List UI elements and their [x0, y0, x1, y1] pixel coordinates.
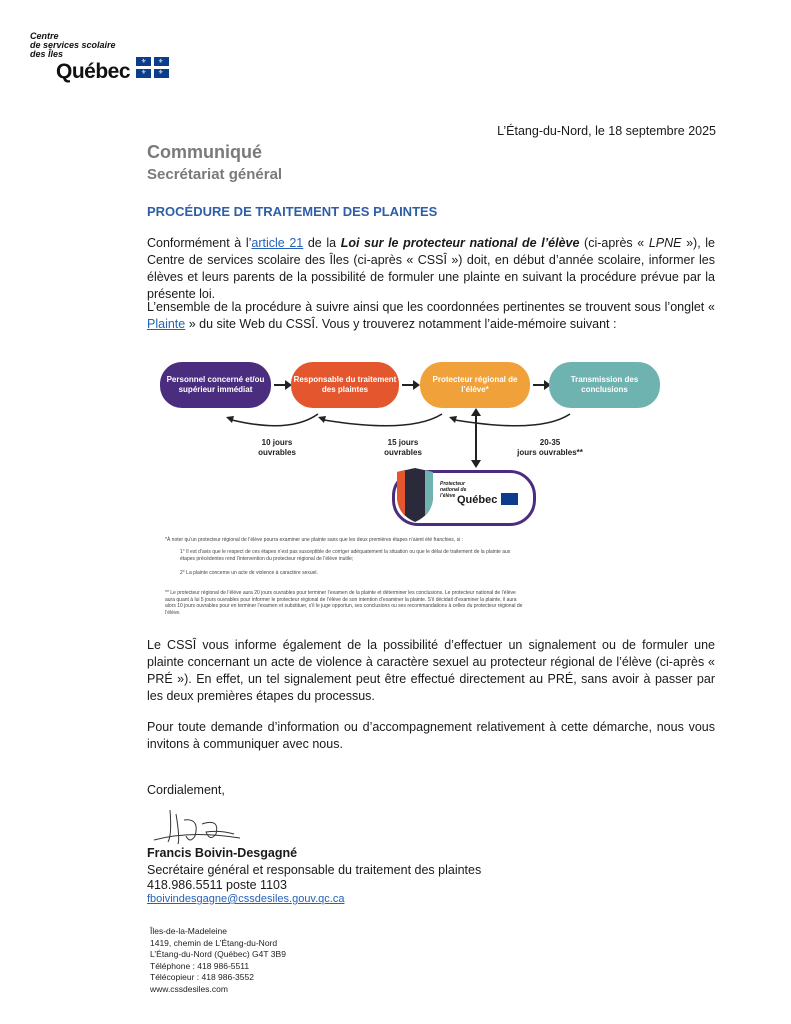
footnote: *À noter qu’un protecteur régional de l’élève pourra examiner une plainte sans que les deux premières étapes n’aient été franchies, si :	[165, 537, 463, 543]
reporting-paragraph: Le CSSÎ vous informe également de la possibilité d’effectuer un signalement ou de formuler une plainte concernant un acte de violence à caractère sexuel au protecteur régional de l’élève (ci-après « PRÉ »). En effet, un tel signalement peut être effectué directement au PRÉ, sans avoir à passer par les deux premières étapes du processus.	[147, 638, 715, 703]
contact-paragraph: Pour toute demande d’information ou d’accompagnement relativement à cette démarche, nous vous invitons à communiquer avec nous.	[147, 720, 715, 751]
signature-image	[150, 800, 245, 848]
quebec-wordmark: Québec	[457, 494, 498, 506]
page-title: Communiqué	[147, 142, 262, 162]
flow-step-responsable: Responsable du traitement des plaintes	[291, 362, 399, 408]
signer-title: Secrétaire général et responsable du traitement des plaintes	[147, 863, 482, 877]
org-name-line: Centre	[30, 31, 59, 41]
double-arrow-icon	[470, 408, 482, 468]
delay-label: 10 jours ouvrables	[258, 438, 296, 457]
footer-address	[150, 926, 286, 995]
footnote: 2° La plainte concerne un acte de violence à caractère sexuel.	[180, 570, 318, 576]
return-arrows	[220, 408, 580, 438]
closing: Cordialement,	[147, 783, 225, 797]
section-title: PROCÉDURE DE TRAITEMENT DES PLAINTES	[147, 204, 438, 219]
footnote: 1° Il est d’avis que le respect de ces étapes n’est pas susceptible de corriger adéquatement la situation ou que le délai de traitement de la plainte aux étapes précédentes rend l’intervention du protecteur régional de l’élève inutile;	[180, 549, 511, 562]
delay-label: 15 jours ouvrables	[384, 438, 422, 457]
footer-line: Téléphone : 418 986-5511	[150, 960, 250, 971]
arrow-icon	[413, 380, 420, 390]
national-protector-label: Protecteur national de l’élève	[440, 481, 467, 499]
flow-step-personnel: Personnel concerné et/ou supérieur immédiat	[160, 362, 271, 408]
signer-name: Francis Boivin-Desgagné	[147, 846, 298, 860]
shield-icon	[393, 466, 437, 524]
flow-step-transmission: Transmission des conclusions	[549, 362, 660, 408]
org-name	[30, 32, 116, 59]
quebec-flag-icon: ⚜ ⚜ ⚜ ⚜	[136, 57, 169, 78]
procedure-paragraph: L’ensemble de la procédure à suivre ainsi que les coordonnées pertinentes se trouvent sous l’onglet « Plainte » du site Web du CSSÎ. Vous y trouverez notamment l’aide-mémoire suivant :	[147, 300, 715, 331]
signer-phone: 418.986.5511 poste 1103	[147, 878, 287, 892]
footer-line: L’Étang-du-Nord (Québec) G4T 3B9	[150, 949, 286, 959]
footnote: ** Le protecteur régional de l’élève aura 20 jours ouvrables pour terminer l’examen de la plainte et déterminer les conclusions. Le protecteur national de l’élève aura quant à lui 5 jours ouvrables pour informer le protecteur régional de l’élève de son intention d’examiner la plainte. S’il décidait d’examiner la plainte, il aura alors 10 jours ouvrables pour en terminer l’examen et substituer, s’il le juge opportun, ses conclusions ou ses recommandations à celles du protecteur régional de l’élève.	[165, 590, 523, 616]
date-line: L’Étang-du-Nord, le 18 septembre 2025	[497, 124, 716, 138]
footer-line: 1419, chemin de L’Étang-du-Nord	[150, 937, 278, 948]
footer-line: Îles-de-la-Madeleine	[150, 926, 228, 936]
intro-paragraph: Conformément à l’article 21 de la Loi sur le protecteur national de l’élève (ci-après « LPNE »), le Centre de services scolaire des Îles (ci-après « CSSÎ ») doit, en début d’année scolaire, informer les élèves et leurs parents de la possibilité de formuler une plainte en suivant la procédure prévue par la présente loi.	[147, 236, 715, 301]
delay-label: 20-35 jours ouvrables**	[517, 438, 583, 457]
plainte-link[interactable]: Plainte	[147, 317, 186, 331]
footer-website[interactable]: www.cssdesiles.com	[150, 983, 228, 994]
org-name-line: de services scolaire	[30, 40, 116, 50]
law-title: Loi sur le protecteur national de l’élève	[340, 236, 580, 250]
quebec-wordmark: Québec	[56, 60, 131, 83]
org-name-line: des Îles	[30, 49, 64, 59]
flow-step-protecteur-regional: Protecteur régional de l’élève*	[420, 362, 530, 408]
footer-line: Télécopieur : 418 986-3552	[150, 972, 254, 982]
signer-email-link[interactable]: fboivindesgagne@cssdesiles.gouv.qc.ca	[147, 893, 345, 905]
quebec-flag-icon	[501, 493, 518, 505]
page-subtitle: Secrétariat général	[147, 166, 283, 183]
article-21-link[interactable]: article 21	[251, 236, 304, 250]
